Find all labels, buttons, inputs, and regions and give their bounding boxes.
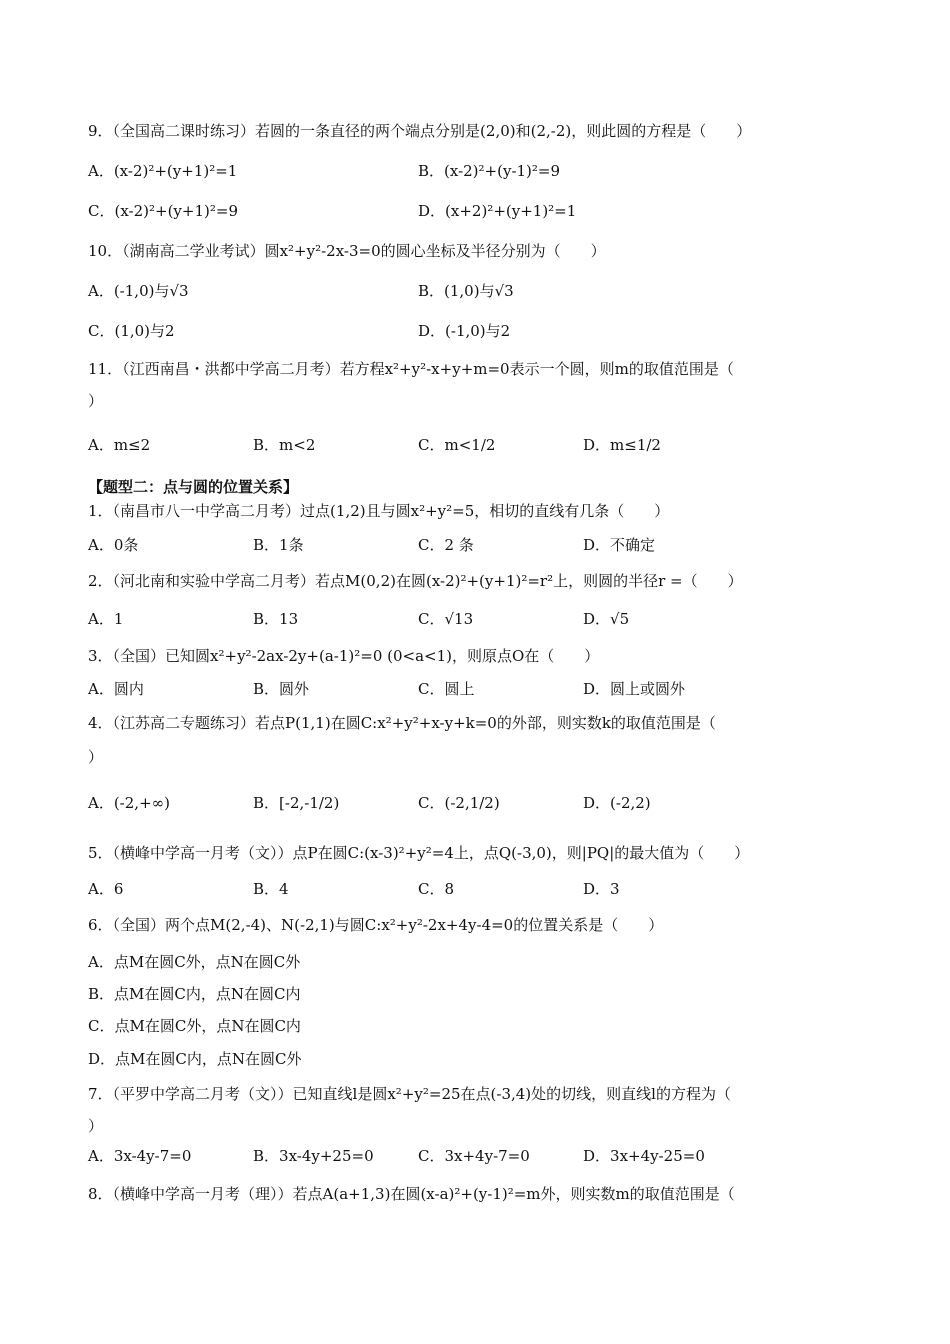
option-a: A．m≤2 (88, 436, 151, 454)
question-11-stem: 11．（江西南昌・洪都中学高二月考）若方程x²+y²-x+y+m=0表示一个圆，则m的取值范围是（ (88, 360, 734, 378)
question-4-stem: 4．（江苏高二专题练习）若点P(1,1)在圆C:x²+y²+x-y+k=0的外部，则实数k的取值范围是（ (88, 714, 716, 732)
option-c: C．√13 (418, 610, 474, 628)
option-c: C．(-2,1/2) (418, 794, 500, 812)
option-a: A．6 (88, 880, 124, 898)
section-heading: 【题型二：点与圆的位置关系】 (88, 478, 299, 496)
option-d: D．圆上或圆外 (583, 680, 686, 698)
option-c: C．圆上 (418, 680, 475, 698)
option-a: A．圆内 (88, 680, 144, 698)
option-d: D．√5 (583, 610, 630, 628)
question-6-option-c: C．点M在圆C外，点N在圆C内 (88, 1017, 301, 1035)
option-b: B．3x-4y+25=0 (253, 1147, 374, 1165)
question-6-option-b: B．点M在圆C内，点N在圆C内 (88, 985, 301, 1003)
option-b: B．[-2,-1/2) (253, 794, 340, 812)
question-3-stem: 3．（全国）已知圆x²+y²-2ax-2y+(a-1)²=0 (0<a<1)，则原点O在（ ） (88, 647, 600, 665)
option-c: C．8 (418, 880, 455, 898)
question-11-stem-cont: ） (88, 392, 104, 410)
option-a: A．(-2,+∞) (88, 794, 170, 812)
option-c: C．(1,0)与2 (88, 322, 175, 340)
question-4-stem-cont: ） (88, 748, 104, 766)
question-9-stem: 9．（全国高二课时练习）若圆的一条直径的两个端点分别是(2,0)和(2,-2)，则此圆的方程是（ ） (88, 122, 752, 140)
question-7-stem-cont: ） (88, 1117, 104, 1135)
option-c: C．(x-2)²+(y+1)²=9 (88, 202, 238, 220)
option-b: B．13 (253, 610, 299, 628)
question-8-stem: 8．（横峰中学高一月考（理））若点A(a+1,3)在圆(x-a)²+(y-1)²=m外，则实数m的取值范围是（ (88, 1185, 735, 1203)
option-d: D．m≤1/2 (583, 436, 661, 454)
option-b: B．(1,0)与√3 (418, 282, 514, 300)
option-d: D．(x+2)²+(y+1)²=1 (418, 202, 577, 220)
option-a: A．(-1,0)与√3 (88, 282, 189, 300)
question-2-stem: 2．（河北南和实验中学高二月考）若点M(0,2)在圆(x-2)²+(y+1)²=r²上，则圆的半径r =（ ） (88, 572, 743, 590)
question-6-option-d: D．点M在圆C内，点N在圆C外 (88, 1050, 302, 1068)
question-1-stem: 1．（南昌市八一中学高二月考）过点(1,2)且与圆x²+y²=5，相切的直线有几条（ ） (88, 502, 670, 520)
question-6-stem: 6．（全国）两个点M(2,-4)、N(-2,1)与圆C:x²+y²-2x+4y-4=0的位置关系是（ ） (88, 916, 664, 934)
option-b: B．(x-2)²+(y-1)²=9 (418, 162, 561, 180)
question-10-stem: 10．（湖南高二学业考试）圆x²+y²-2x-3=0的圆心坐标及半径分别为（ ） (88, 242, 606, 260)
option-a: A．3x-4y-7=0 (88, 1147, 192, 1165)
option-c: C．3x+4y-7=0 (418, 1147, 530, 1165)
option-d: D．3x+4y-25=0 (583, 1147, 705, 1165)
option-d: D．不确定 (583, 536, 656, 554)
option-b: B．4 (253, 880, 289, 898)
option-c: C．2 条 (418, 536, 474, 554)
option-b: B．1条 (253, 536, 304, 554)
option-c: C．m<1/2 (418, 436, 496, 454)
option-d: D．(-2,2) (583, 794, 651, 812)
question-7-stem: 7．（平罗中学高二月考（文））已知直线l是圆x²+y²=25在点(-3,4)处的切线，则直线l的方程为（ (88, 1085, 731, 1103)
option-a: A．(x-2)²+(y+1)²=1 (88, 162, 238, 180)
question-5-stem: 5．（横峰中学高一月考（文））点P在圆C:(x-3)²+y²=4上，点Q(-3,0)，则|PQ|的最大值为（ ） (88, 844, 750, 862)
option-d: D．(-1,0)与2 (418, 322, 511, 340)
option-b: B．m<2 (253, 436, 316, 454)
option-a: A．0条 (88, 536, 139, 554)
option-b: B．圆外 (253, 680, 310, 698)
question-6-option-a: A．点M在圆C外，点N在圆C外 (88, 953, 301, 971)
option-d: D．3 (583, 880, 620, 898)
option-a: A．1 (88, 610, 124, 628)
